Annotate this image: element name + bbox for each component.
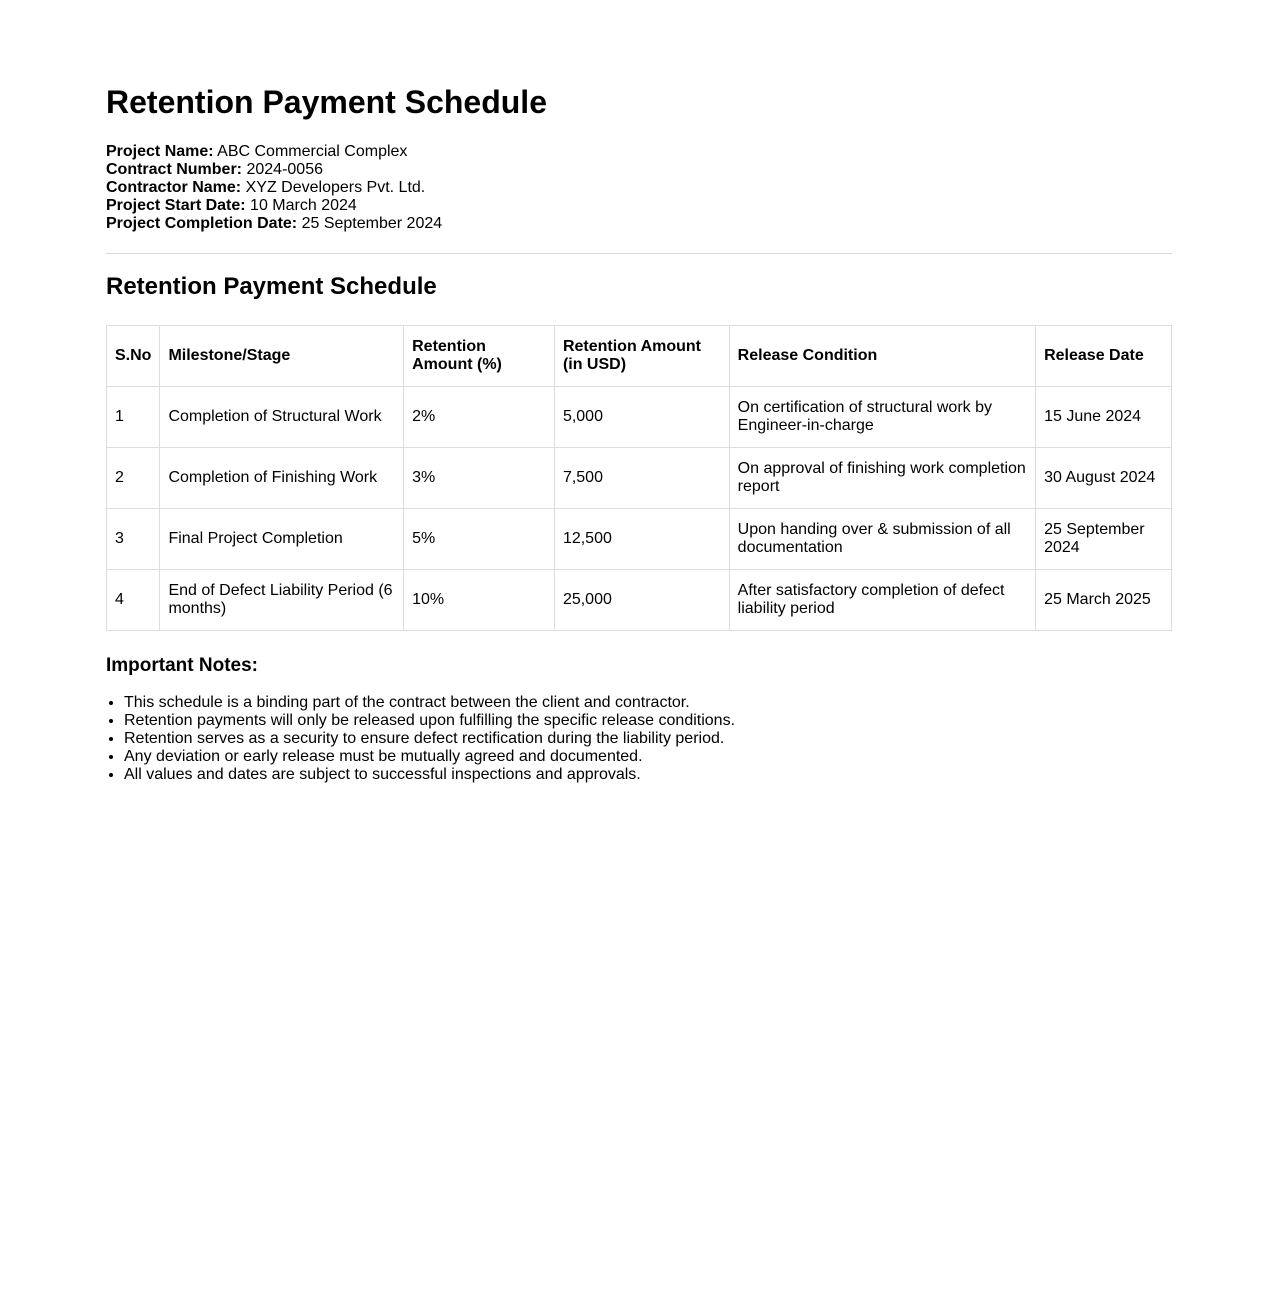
cell-release-condition: On approval of finishing work completion report <box>729 448 1035 509</box>
start-date-row <box>106 197 1172 215</box>
contractor-name-label: Contractor Name: <box>106 179 242 196</box>
list-item: • All values and dates are subject to successful inspections and approvals. <box>124 766 1172 784</box>
cell-retention-percent: 10% <box>404 570 555 631</box>
contractor-name-row <box>106 179 1172 197</box>
completion-date-value: 25 September 2024 <box>301 215 443 232</box>
contract-number-label: Contract Number: <box>106 161 243 178</box>
header-release-condition: Release Condition <box>729 326 1035 387</box>
cell-milestone: Completion of Finishing Work <box>160 448 404 509</box>
section-title: Retention Payment Schedule <box>106 273 437 300</box>
table-row <box>107 448 1172 509</box>
list-item: • Retention payments will only be released upon fulfilling the specific release conditions. <box>124 712 1172 730</box>
table-row <box>107 387 1172 448</box>
cell-sno: 2 <box>107 448 160 509</box>
contract-number-value: 2024-0056 <box>246 161 323 178</box>
contract-number-row <box>106 161 1172 179</box>
start-date-label: Project Start Date: <box>106 197 246 214</box>
project-details <box>106 143 1172 233</box>
contractor-name-value: XYZ Developers Pvt. Ltd. <box>245 179 426 196</box>
cell-retention-usd: 7,500 <box>554 448 729 509</box>
header-retention-usd: Retention Amount (in USD) <box>554 326 729 387</box>
project-name-value: ABC Commercial Complex <box>217 143 408 160</box>
cell-retention-percent: 3% <box>404 448 555 509</box>
section-divider <box>106 253 1172 254</box>
cell-release-condition: After satisfactory completion of defect liability period <box>729 570 1035 631</box>
completion-date-label: Project Completion Date: <box>106 215 298 232</box>
completion-date-row <box>106 215 1172 233</box>
document-title: Retention Payment Schedule <box>106 84 547 120</box>
cell-release-condition: Upon handing over & submission of all documentation <box>729 509 1035 570</box>
header-release-date: Release Date <box>1036 326 1172 387</box>
retention-schedule-table <box>106 325 1172 631</box>
cell-retention-usd: 12,500 <box>554 509 729 570</box>
cell-retention-usd: 25,000 <box>554 570 729 631</box>
cell-release-date: 25 September 2024 <box>1036 509 1172 570</box>
cell-retention-usd: 5,000 <box>554 387 729 448</box>
notes-list <box>106 694 1172 784</box>
project-name-label: Project Name: <box>106 143 214 160</box>
cell-release-date: 25 March 2025 <box>1036 570 1172 631</box>
header-retention-percent: Retention Amount (%) <box>404 326 555 387</box>
start-date-value: 10 March 2024 <box>250 197 357 214</box>
cell-sno: 1 <box>107 387 160 448</box>
table-header-row <box>107 326 1172 387</box>
list-item: • Retention serves as a security to ensure defect rectification during the liability period. <box>124 730 1172 748</box>
cell-release-date: 15 June 2024 <box>1036 387 1172 448</box>
cell-retention-percent: 2% <box>404 387 555 448</box>
header-sno: S.No <box>107 326 160 387</box>
document-page <box>106 0 1172 784</box>
table-row <box>107 570 1172 631</box>
list-item: • This schedule is a binding part of the contract between the client and contractor. <box>124 694 1172 712</box>
cell-milestone: End of Defect Liability Period (6 months) <box>160 570 404 631</box>
cell-retention-percent: 5% <box>404 509 555 570</box>
cell-release-condition: On certification of structural work by Engineer-in-charge <box>729 387 1035 448</box>
cell-sno: 3 <box>107 509 160 570</box>
cell-milestone: Final Project Completion <box>160 509 404 570</box>
table-row <box>107 509 1172 570</box>
cell-sno: 4 <box>107 570 160 631</box>
project-name-row <box>106 143 1172 161</box>
list-item: • Any deviation or early release must be mutually agreed and documented. <box>124 748 1172 766</box>
notes-title: Important Notes: <box>106 655 258 676</box>
cell-milestone: Completion of Structural Work <box>160 387 404 448</box>
cell-release-date: 30 August 2024 <box>1036 448 1172 509</box>
header-milestone: Milestone/Stage <box>160 326 404 387</box>
